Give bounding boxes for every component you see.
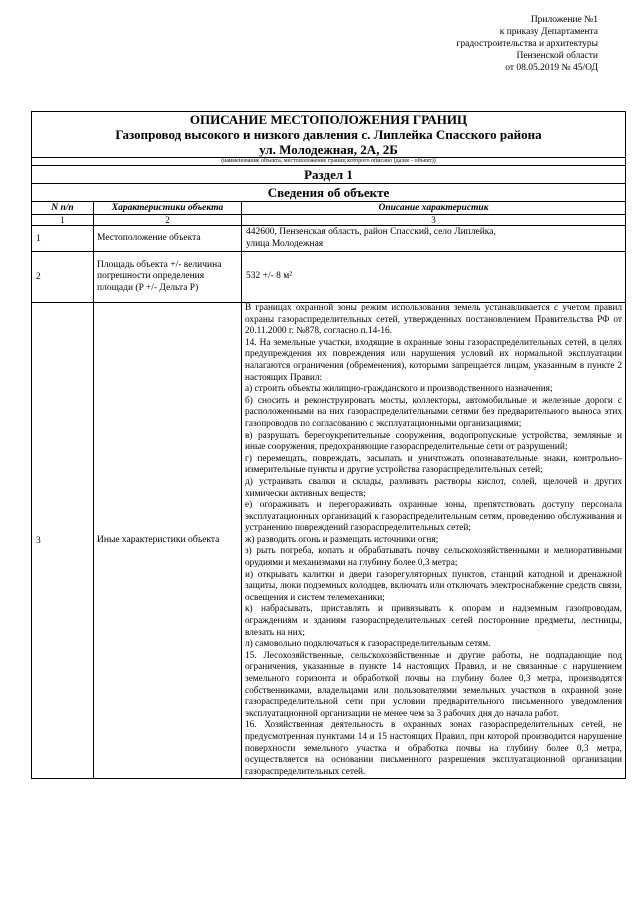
row-number: 1: [32, 226, 94, 252]
row-label: Иные характеристики объекта: [94, 303, 242, 779]
description-paragraph: 15. Лесохозяйственные, сельскохозяйственные и другие работы, не подпадающие под ограничения, указанные в пункте 14 настоящих Правил, и не связанные с нарушением земельного горизонта и обработкой почвы на глубину более 0,3 метра, производятся собственниками, владельцами или пользователями земельных участков в охранной зоне газораспределительной сети при условии предварительного письменного уведомления эксплуатационной организации не менее чем за 3 рабочих дня до начала работ.: [245, 650, 622, 719]
column-header: Описание характеристик: [242, 202, 626, 215]
section-subtitle-row: [32, 184, 626, 202]
row-value-line: 532 +/- 8 м²: [246, 271, 293, 282]
row-value: [242, 252, 626, 303]
table-row: [32, 303, 626, 779]
object-title-row: [32, 112, 626, 158]
description-paragraph: г) перемещать, повреждать, засыпать и уничтожать опознавательные знаки, контрольно-измерительные пункты и другие устройства газораспределительных сетей;: [245, 453, 622, 476]
description-paragraph: з) рыть погреба, копать и обрабатывать почву сельскохозяйственными и мелиоративными орудиями и механизмами на глубину более 0,3 метра;: [245, 546, 622, 569]
object-title-line: ОПИСАНИЕ МЕСТОПОЛОЖЕНИЯ ГРАНИЦ: [189, 112, 468, 127]
row-number: 3: [32, 303, 94, 779]
section-title-row: [32, 166, 626, 184]
description-paragraph: д) устраивать свалки и склады, разливать растворы кислот, солей, щелочей и других химически активных веществ;: [245, 476, 622, 499]
row-label: Местоположение объекта: [94, 226, 242, 252]
object-title-line: ул. Молодежная, 2А, 2Б: [259, 142, 398, 157]
section-subtitle: Сведения об объекте: [32, 184, 626, 202]
description-paragraph: ж) разводить огонь и размещать источники огня;: [245, 534, 439, 545]
appendix-line: Приложение №1: [530, 15, 598, 25]
appendix-header: [338, 14, 598, 74]
object-note: (наименование объекта, местоположение границ которого описано (далее - объект)): [32, 158, 626, 166]
appendix-line: градостроительства и архитектуры: [456, 39, 598, 49]
table-row: [32, 252, 626, 303]
row-value: [242, 226, 626, 252]
column-number: 3: [242, 215, 626, 226]
object-note-row: [32, 158, 626, 166]
column-number: 2: [94, 215, 242, 226]
column-header: Характеристики объекта: [94, 202, 242, 215]
object-title-line: Газопровод высокого и низкого давления с. Липлейка Спасского района: [115, 127, 542, 142]
appendix-line: от 08.05.2019 № 45/ОД: [505, 63, 598, 73]
object-title: [32, 112, 626, 158]
row-value-line: 442600, Пензенская область, район Спасский, село Липлейка,: [246, 227, 496, 237]
column-header: N п/п: [32, 202, 94, 215]
column-header-row: [32, 202, 626, 215]
description-paragraph: В границах охранной зоны режим использования земель устанавливается с учетом правил охраны газораспределительных сетей, утвержденных постановлением Правительства РФ от 20.11.2000 г. №878, согласно п.14-16.: [245, 303, 622, 337]
row-label: Площадь объекта +/- величина погрешности определения площади (P +/- Дельта P): [94, 252, 242, 303]
description-paragraph: б) сносить и реконструировать мосты, коллекторы, автомобильные и железные дороги с расположенными на них газораспределительными сетями без предварительного выноса этих газопроводов по согласованию с эксплуатационными организациями;: [245, 395, 622, 429]
table-row: [32, 226, 626, 252]
boundary-description-table: [31, 111, 626, 779]
row-description: [242, 303, 626, 779]
row-number: 2: [32, 252, 94, 303]
description-paragraph: л) самовольно подключаться к газораспределительным сетям.: [245, 639, 491, 650]
column-number: 1: [32, 215, 94, 226]
column-number-row: [32, 215, 626, 226]
description-paragraph: е) огораживать и перегораживать охранные зоны, препятствовать доступу персонала эксплуатационных организаций к газораспределительным сетям, проведению обслуживания и устранению повреждений газораспределительных сетей;: [245, 500, 622, 534]
description-paragraph: 16. Хозяйственная деятельность в охранных зонах газораспределительных сетей, не предусмотренная пунктами 14 и 15 настоящих Правил, при которой производится нарушение поверхности земельного участка и обработка почвы на глубину более 0,3 метра, осуществляется на основании письменного разрешения эксплуатационной организации газораспределительных сетей.: [245, 720, 622, 777]
section-title: Раздел 1: [32, 166, 626, 184]
appendix-line: Пензенской области: [516, 51, 598, 61]
appendix-line: к приказу Департамента: [499, 27, 598, 37]
description-paragraph: в) разрушать берегоукрепительные сооружения, водопропускные устройства, земляные и иные сооружения, предохраняющие газораспределительные сети от разрушений;: [245, 430, 622, 453]
description-paragraph: к) набрасывать, приставлять и привязывать к опорам и надземным газопроводам, ограждениям и зданиям газораспределительных сетей посторонние предметы, лестницы, влезать на них;: [245, 604, 622, 638]
description-paragraph: и) открывать калитки и двери газорегуляторных пунктов, станций катодной и дренажной защиты, люки подземных колодцев, включать или отключать электроснабжение средств связи, освещения и систем телемеханики;: [245, 569, 622, 603]
description-paragraph: а) строить объекты жилищно-гражданского и производственного назначения;: [245, 384, 553, 395]
description-paragraph: 14. На земельные участки, входящие в охранные зоны газораспределительных сетей, в целях предупреждения их повреждения или нарушения условий их нормальной эксплуатации налагаются ограничения (обременения), которыми запрещается лицам, указанным в пункте 2 настоящих Правил:: [245, 337, 622, 383]
row-value-line: улица Молодежная: [246, 238, 324, 249]
